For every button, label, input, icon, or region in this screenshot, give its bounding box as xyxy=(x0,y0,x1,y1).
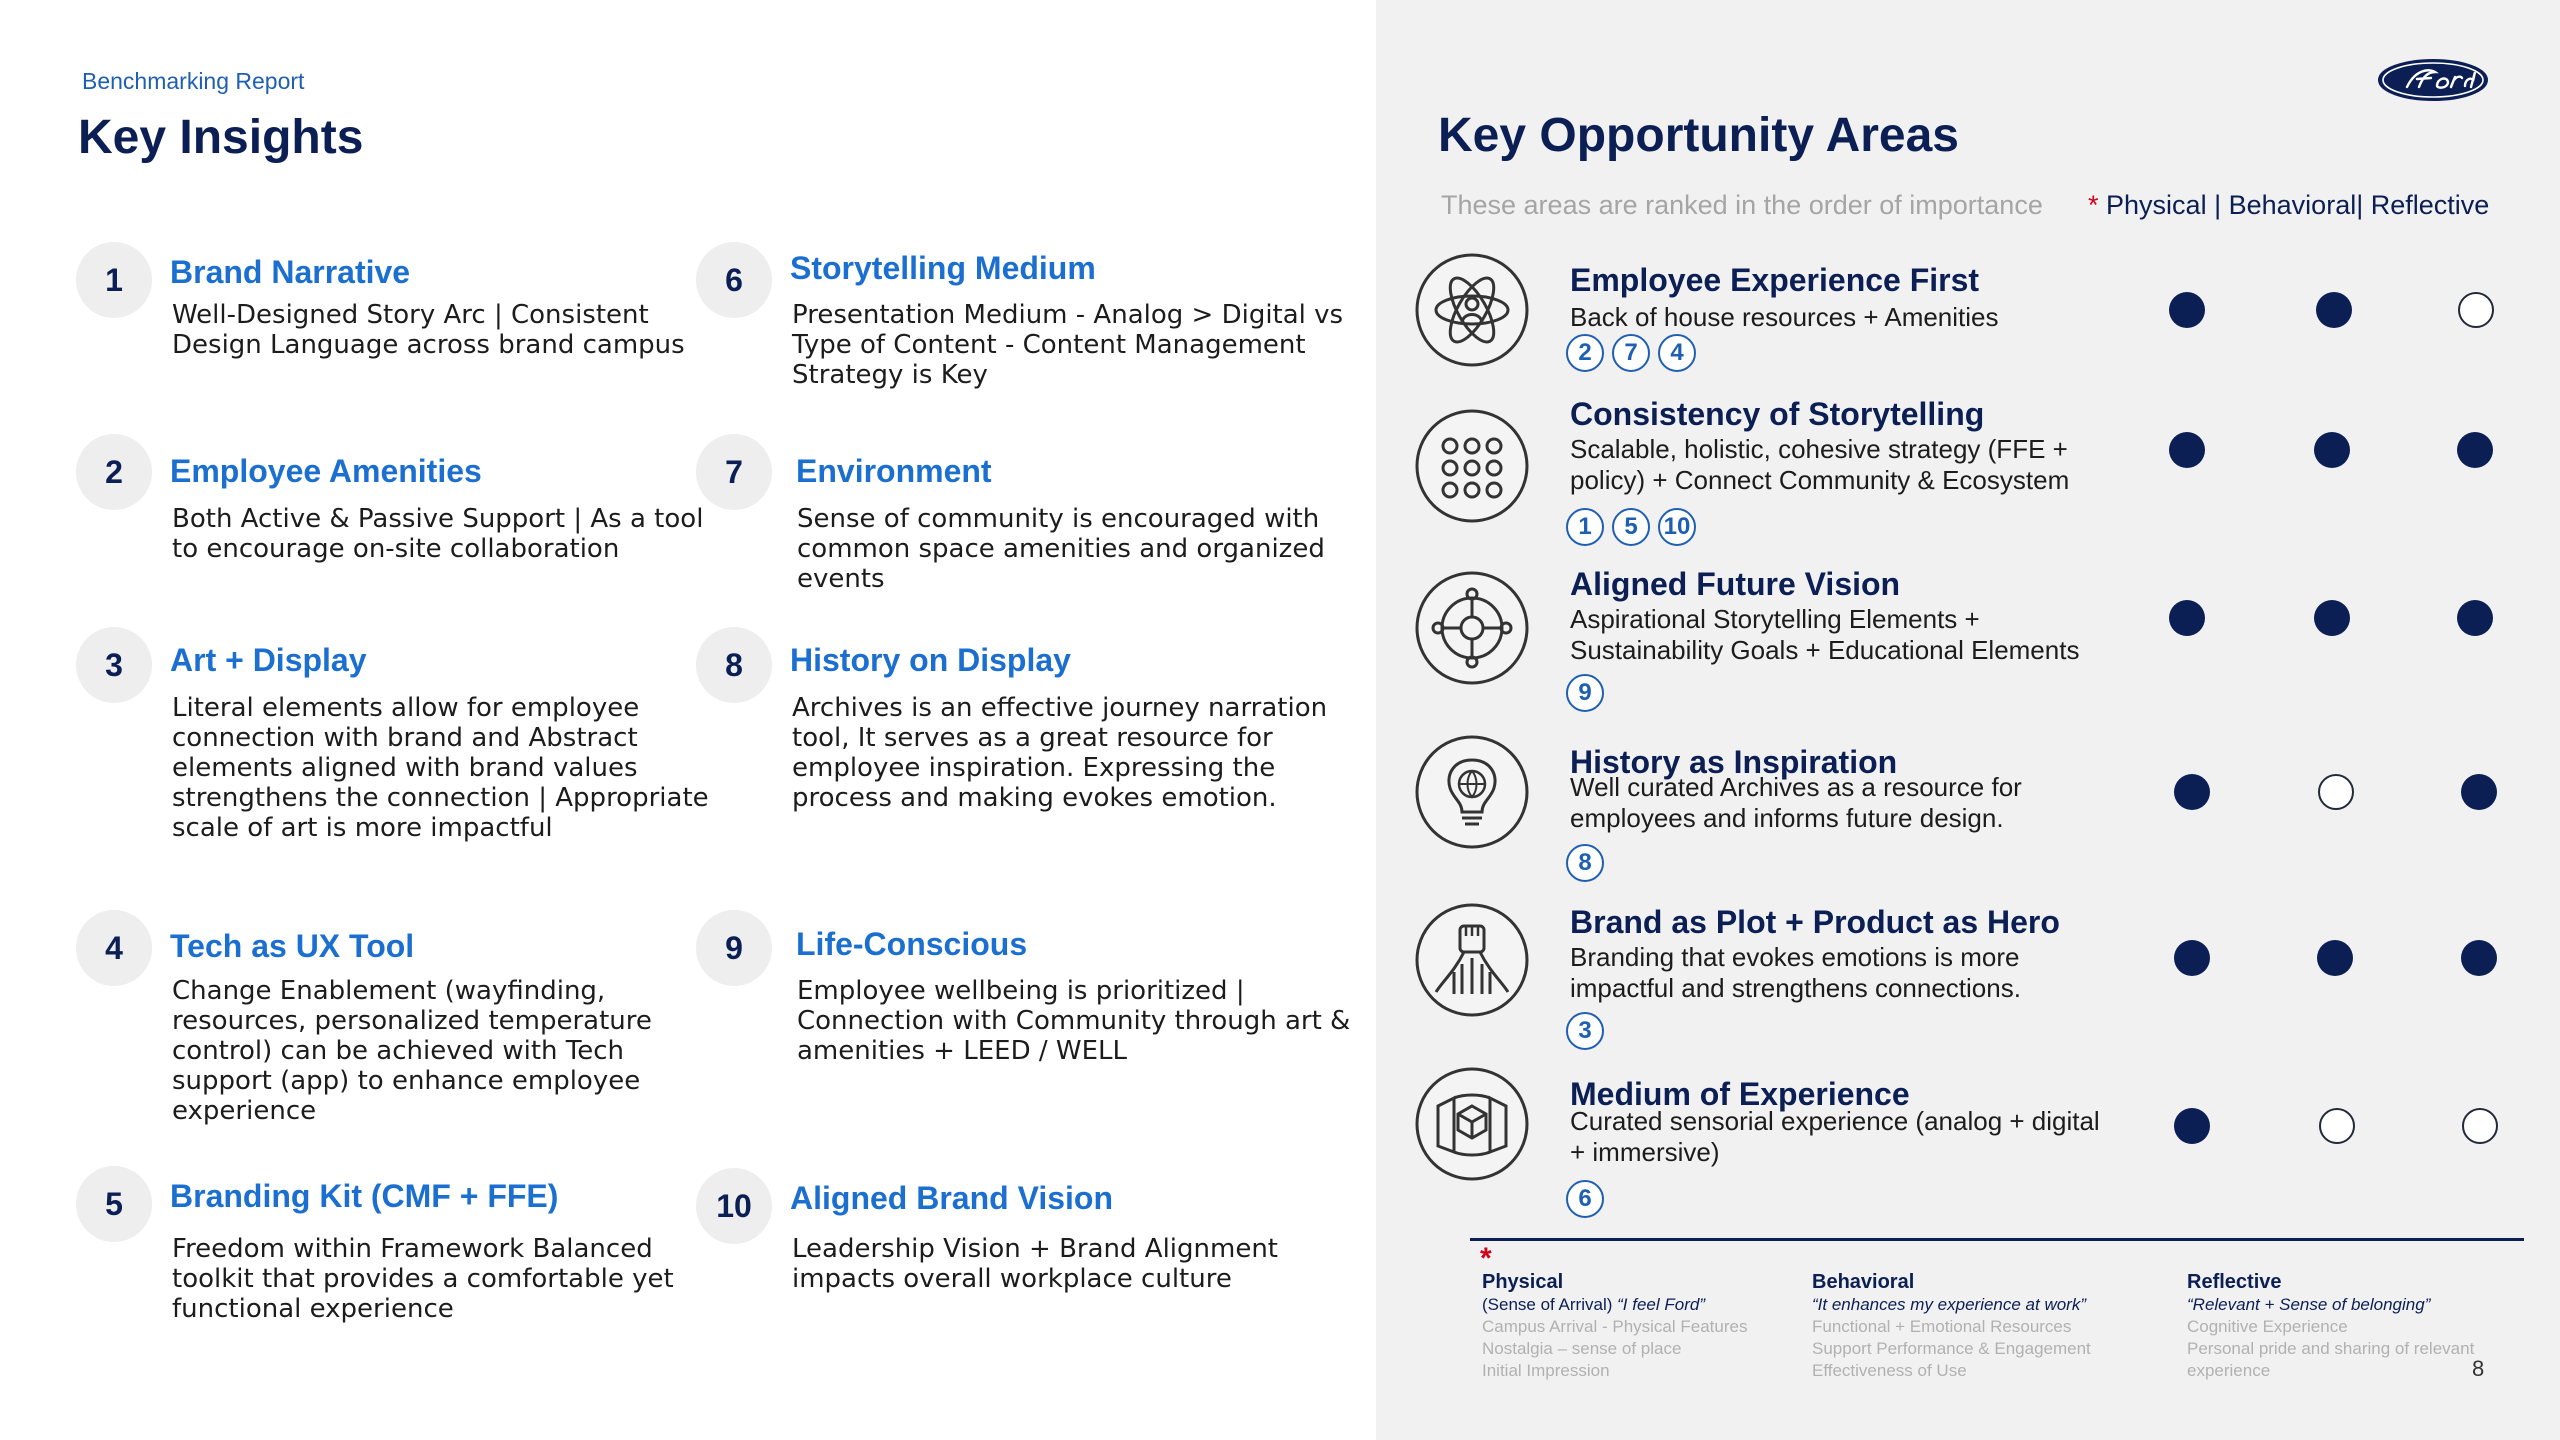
reflective-rating-dot xyxy=(2461,774,2497,810)
footer-behavioral-title: Behavioral xyxy=(1812,1271,1915,1293)
report-label: Benchmarking Report xyxy=(82,68,305,94)
insight-title: Aligned Brand Vision xyxy=(790,1180,1113,1216)
immersive-cube-icon xyxy=(1414,1066,1530,1182)
insight-number: 3 xyxy=(76,627,152,703)
area-title: Employee Experience First xyxy=(1570,262,1980,298)
insight-description: Employee wellbeing is prioritized | Connection with Community through art & amenities + LEED / WELL xyxy=(797,976,1351,1066)
insight-title: Art + Display xyxy=(170,642,367,678)
insight-title: Tech as UX Tool xyxy=(170,928,415,964)
area-description: Well curated Archives as a resource for employees and informs future design. xyxy=(1570,772,2022,833)
footer-behavioral-subtitle: “It enhances my experience at work” xyxy=(1812,1295,2087,1314)
footer-line: experience xyxy=(2187,1361,2271,1380)
raised-fist-icon xyxy=(1414,902,1530,1018)
insight-number: 4 xyxy=(76,910,152,986)
physical-rating-dot xyxy=(2174,1108,2210,1144)
insight-description: Sense of community is encouraged with common space amenities and organized events xyxy=(797,504,1325,594)
insight-tag: 4 xyxy=(1658,334,1696,372)
insight-tag: 7 xyxy=(1612,334,1650,372)
insight-title: Employee Amenities xyxy=(170,453,482,489)
insight-number: 9 xyxy=(696,910,772,986)
footer-star: * xyxy=(1480,1242,1492,1275)
insight-title: Brand Narrative xyxy=(170,254,411,290)
footer-physical xyxy=(1482,1270,1747,1382)
insight-tag: 10 xyxy=(1658,508,1696,546)
insight-tag: 3 xyxy=(1566,1012,1604,1050)
footer-physical-sub-plain: (Sense of Arrival) xyxy=(1482,1295,1613,1314)
footer-line: Effectiveness of Use xyxy=(1812,1361,1967,1380)
insight-tag: 6 xyxy=(1566,1180,1604,1218)
area-description: Scalable, holistic, cohesive strategy (FFE + policy) + Connect Community & Ecosystem xyxy=(1570,434,2070,495)
footer-reflective-title: Reflective xyxy=(2187,1271,2282,1293)
area-title: Aligned Future Vision xyxy=(1570,566,1901,602)
area-title: Brand as Plot + Product as Hero xyxy=(1570,904,2060,940)
insight-tags xyxy=(1566,844,1604,882)
lightbulb-globe-icon xyxy=(1414,734,1530,850)
insight-tags xyxy=(1566,1012,1604,1050)
insight-tags xyxy=(1566,1180,1604,1218)
behavioral-rating-dot xyxy=(2314,432,2350,468)
ford-logo-icon xyxy=(2377,58,2489,102)
area-title: History as Inspiration xyxy=(1570,744,1898,780)
area-description: Aspirational Storytelling Elements + Sustainability Goals + Educational Elements xyxy=(1570,604,2080,665)
reflective-rating-dot xyxy=(2462,1108,2498,1144)
insight-description: Both Active & Passive Support | As a tool to encourage on-site collaboration xyxy=(172,504,704,564)
behavioral-rating-dot xyxy=(2317,940,2353,976)
footer-reflective xyxy=(2187,1270,2474,1382)
insight-tag: 1 xyxy=(1566,508,1604,546)
reflective-rating-dot xyxy=(2457,600,2493,636)
insight-title: Branding Kit (CMF + FFE) xyxy=(170,1178,559,1214)
behavioral-rating-dot xyxy=(2318,774,2354,810)
vision-hub-icon xyxy=(1414,570,1530,686)
behavioral-rating-dot xyxy=(2319,1108,2355,1144)
insight-title: Storytelling Medium xyxy=(790,250,1096,286)
footer-behavioral xyxy=(1812,1270,2091,1382)
insight-tag: 8 xyxy=(1566,844,1604,882)
network-grid-icon xyxy=(1414,408,1530,524)
footer-reflective-subtitle: “Relevant + Sense of belonging” xyxy=(2187,1295,2431,1314)
legend-reflective: Reflective xyxy=(2370,190,2490,220)
footer-line: Cognitive Experience xyxy=(2187,1317,2348,1336)
physical-rating-dot xyxy=(2169,600,2205,636)
footer-line: Functional + Emotional Resources xyxy=(1812,1317,2072,1336)
insight-description: Well-Designed Story Arc | Consistent Design Language across brand campus xyxy=(172,300,685,360)
behavioral-rating-dot xyxy=(2314,600,2350,636)
page-number: 8 xyxy=(2472,1356,2485,1381)
insight-title: Environment xyxy=(796,453,992,489)
physical-rating-dot xyxy=(2169,432,2205,468)
physical-rating-dot xyxy=(2174,940,2210,976)
area-title: Consistency of Storytelling xyxy=(1570,396,1985,432)
insight-number: 5 xyxy=(76,1166,152,1242)
physical-rating-dot xyxy=(2174,774,2210,810)
insight-title: History on Display xyxy=(790,642,1071,678)
footer-line: Personal pride and sharing of relevant xyxy=(2187,1339,2475,1358)
insight-number: 7 xyxy=(696,434,772,510)
insight-number: 1 xyxy=(76,242,152,318)
insight-number: 10 xyxy=(696,1168,772,1244)
area-description: Curated sensorial experience (analog + digital + immersive) xyxy=(1570,1106,2100,1167)
insight-description: Leadership Vision + Brand Alignment impacts overall workplace culture xyxy=(792,1234,1278,1294)
insight-description: Presentation Medium - Analog > Digital vs Type of Content - Content Management Strategy is Key xyxy=(792,300,1344,390)
footer-divider xyxy=(1470,1238,2524,1241)
legend-separator: | xyxy=(2214,190,2222,220)
insight-tags xyxy=(1566,508,1696,546)
footer-physical-sub-italic: “I feel Ford” xyxy=(1617,1295,1705,1314)
reflective-rating-dot xyxy=(2458,292,2494,328)
reflective-rating-dot xyxy=(2461,940,2497,976)
legend-behavioral: Behavioral xyxy=(2228,190,2357,220)
insight-tags xyxy=(1566,334,1696,372)
footer-line: Support Performance & Engagement xyxy=(1812,1339,2091,1358)
footer-line: Initial Impression xyxy=(1482,1361,1610,1380)
area-description: Back of house resources + Amenities xyxy=(1570,302,1999,332)
section-title: Key Opportunity Areas xyxy=(1438,109,1959,162)
reflective-rating-dot xyxy=(2457,432,2493,468)
physical-rating-dot xyxy=(2169,292,2205,328)
insight-number: 6 xyxy=(696,242,772,318)
legend-star: * xyxy=(2088,190,2099,220)
insight-tag: 9 xyxy=(1566,674,1604,712)
insight-title: Life-Conscious xyxy=(796,926,1028,962)
insight-tag: 5 xyxy=(1612,508,1650,546)
atom-icon xyxy=(1414,252,1530,368)
insight-description: Literal elements allow for employee connection with brand and Abstract elements aligned with brand values strengthens the connection | Appropriate scale of art is more impactful xyxy=(172,693,709,843)
category-legend xyxy=(2088,190,2489,221)
behavioral-rating-dot xyxy=(2316,292,2352,328)
footer-line: Nostalgia – sense of place xyxy=(1482,1339,1682,1358)
footer-physical-subtitle xyxy=(1482,1294,1747,1316)
page-title: Key Insights xyxy=(78,111,364,164)
insight-tag: 2 xyxy=(1566,334,1604,372)
insight-description: Freedom within Framework Balanced toolkit that provides a comfortable yet functional experience xyxy=(172,1234,674,1324)
insight-number: 8 xyxy=(696,627,772,703)
insight-description: Archives is an effective journey narration tool, It serves as a great resource for employee inspiration. Expressing the process and making evokes emotion. xyxy=(792,693,1328,813)
footer-physical-title: Physical xyxy=(1482,1271,1564,1293)
footer-line: Campus Arrival - Physical Features xyxy=(1482,1317,1748,1336)
area-title: Medium of Experience xyxy=(1570,1076,1910,1112)
insight-number: 2 xyxy=(76,434,152,510)
ranking-note: These areas are ranked in the order of importance xyxy=(1441,190,2043,220)
area-description: Branding that evokes emotions is more impactful and strengthens connections. xyxy=(1570,942,2021,1003)
legend-separator: | xyxy=(2356,190,2364,220)
insight-description: Change Enablement (wayfinding, resources, personalized temperature control) can be achieved with Tech support (app) to enhance employee experience xyxy=(172,976,652,1126)
insight-tags xyxy=(1566,674,1604,712)
legend-physical: Physical xyxy=(2106,190,2207,220)
